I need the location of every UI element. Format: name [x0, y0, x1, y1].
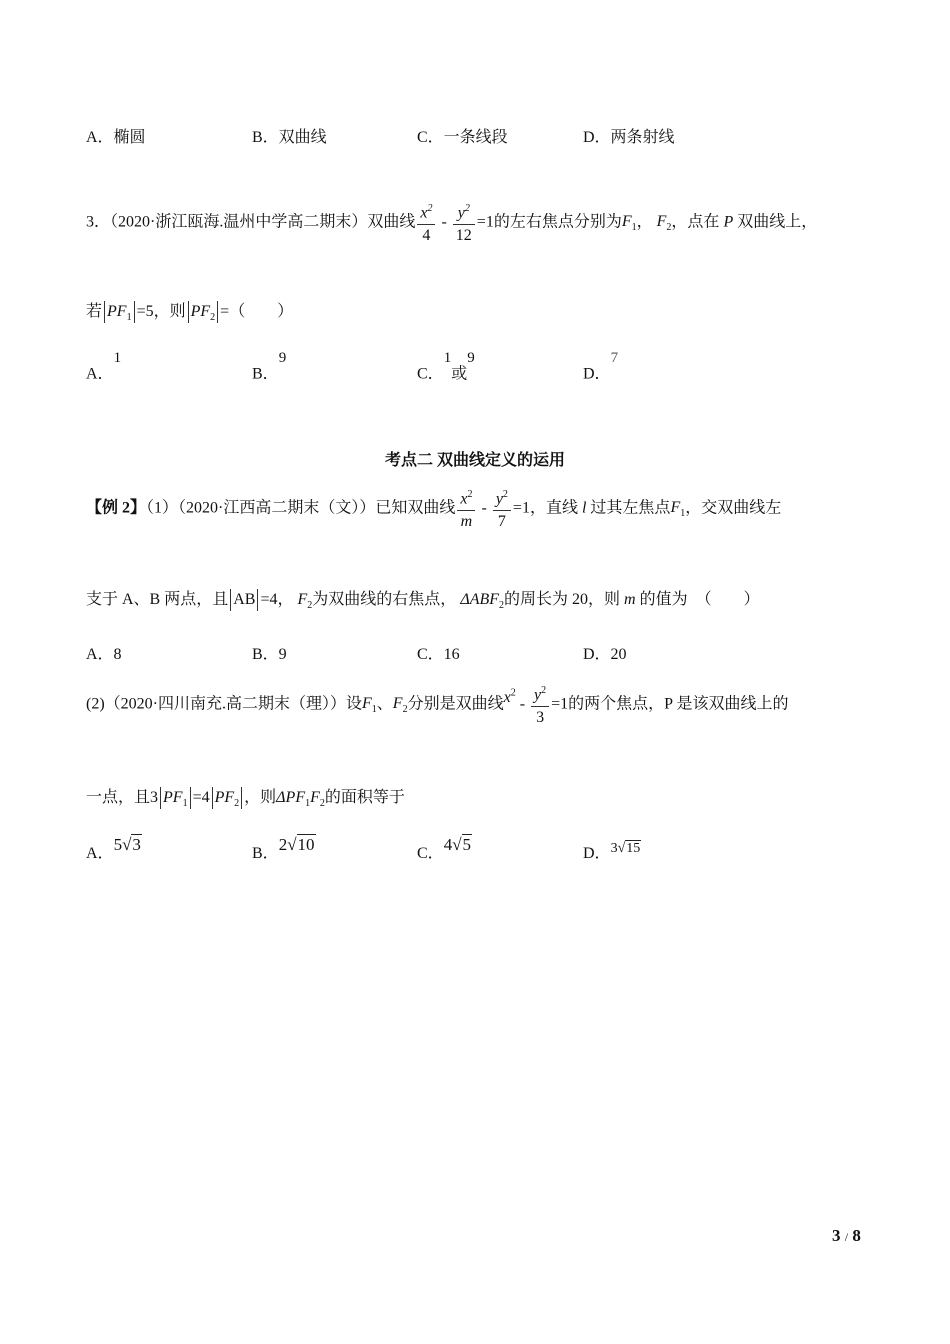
ex2-triangle: $\Delta ABF_2$	[460, 591, 505, 612]
q2-option-a: A．椭圆	[86, 129, 146, 146]
section-title: 考点二 双曲线定义的运用	[384, 452, 565, 469]
ex2-option-c: C．16	[417, 646, 460, 663]
q3-option-d: D．$^7$	[583, 350, 619, 383]
q3-text-point: ，点在	[671, 213, 720, 231]
q3-line-1: 3．（2020·浙江瓯海.温州中学高二期末）双曲线 $\frac{x^2}{4}$ - $\frac{y^2}{12}$ =1的左右焦点分别为$F_1$， $F_2$，点在 P 双曲线上，	[86, 198, 817, 247]
ex2-f1: $F_1$	[670, 499, 686, 520]
ex2-line-4: 一点，且3 $PF_1 =4$ $PF_2$ ，则$\Delta PF_1F_2$的面积等于	[86, 789, 405, 810]
q3-pf2: $PF_2$	[190, 303, 216, 324]
q3-p: P	[723, 213, 734, 231]
ex2-p2-f2: $F_2$	[392, 695, 408, 716]
ex2-p2-option-d: D．3√15	[583, 841, 641, 862]
q3-pf1: $PF_1$	[107, 303, 132, 324]
ex2-triangle-2: $\Delta PF_1F_2$	[276, 789, 325, 810]
page-number: 3 / 8	[832, 1226, 861, 1245]
ex2-fraction-3: $\frac{y^2}{3}$	[531, 680, 549, 729]
ex2-f2: $F_2$	[297, 591, 313, 612]
q3-text: 的左右焦点分别为	[493, 213, 622, 231]
ex2-p2-option-a: A．5√3	[86, 835, 141, 862]
ex2-option-a: A．8	[86, 646, 122, 663]
ex2-line-1: 【例 2】（1）（2020·江西高二期末（文））已知双曲线 $\frac{x^2}{m}$ - $\frac{y^2}{7}$ =1，直线 l 过其左焦点$F_1$，交双曲线左	[86, 484, 781, 533]
q3-f2: $F_2$	[656, 213, 672, 234]
ex2-line-3: (2)（2020·四川南充.高二期末（理））设$F_1$、$F_2$分别是双曲线$x^2$ - $\frac{y^2}{3}$ =1的两个焦点，P 是该双曲线上的	[86, 680, 788, 729]
q2-option-c: C．一条线段	[417, 129, 508, 146]
ex2-fraction-x: $\frac{x^2}{m}$	[457, 484, 475, 533]
q3-number: 3．	[86, 213, 111, 231]
ex2-pf1: $PF_1$	[163, 789, 188, 810]
ex2-pf2: $PF_2$	[214, 789, 240, 810]
q3-fraction-y: $\frac{y^2}{12}$	[453, 198, 475, 247]
ex2-tag: 【例 2】	[86, 499, 147, 517]
ex2-p2-f1: $F_1$	[362, 695, 377, 716]
ex2-line-2: 支于 A、B 两点，且 AB =4， $F_2$为双曲线的右焦点， $\Delta ABF_2$的周长为 20，则 m 的值为 （ ）	[86, 591, 760, 612]
q2-option-b: B．双曲线	[252, 129, 327, 146]
ex2-p2-option-b: B．2√10	[252, 835, 315, 862]
ex2-p2-option-c: C．4√5	[417, 835, 472, 862]
q2-option-d: D．两条射线	[583, 129, 675, 146]
ex2-line-l: l	[581, 499, 587, 517]
ex2-source-2: （2020·四川南充.高二期末（理））设	[104, 695, 362, 713]
q3-source: （2020·浙江瓯海.温州中学高二期末）双曲线	[110, 213, 416, 231]
q3-fraction-x: $\frac{x^2}{4}$	[417, 198, 435, 247]
q3-paren: （ ）	[229, 303, 294, 320]
q3-option-c: C．$^1$或$^9$	[417, 350, 475, 383]
ex2-fraction-y: $\frac{y^2}{7}$	[493, 484, 511, 533]
q3-f1: $F_1$	[621, 213, 637, 234]
ex2-source: （2020·江西高二期末（文））已知双曲线	[178, 499, 456, 517]
q3-line-2: 若 $PF_1 =5$，则 $PF_2$ =（ ）	[86, 303, 294, 324]
ex2-option-d: D．20	[583, 646, 627, 663]
ex2-option-b: B．9	[252, 646, 287, 663]
q3-option-b: B．$^9$	[252, 350, 287, 383]
q3-option-a: A．$^1$	[86, 350, 122, 383]
q3-eq: =1	[476, 213, 494, 231]
ex2-ab: AB	[233, 591, 256, 608]
q3-text-on: 双曲线上，	[737, 213, 818, 231]
